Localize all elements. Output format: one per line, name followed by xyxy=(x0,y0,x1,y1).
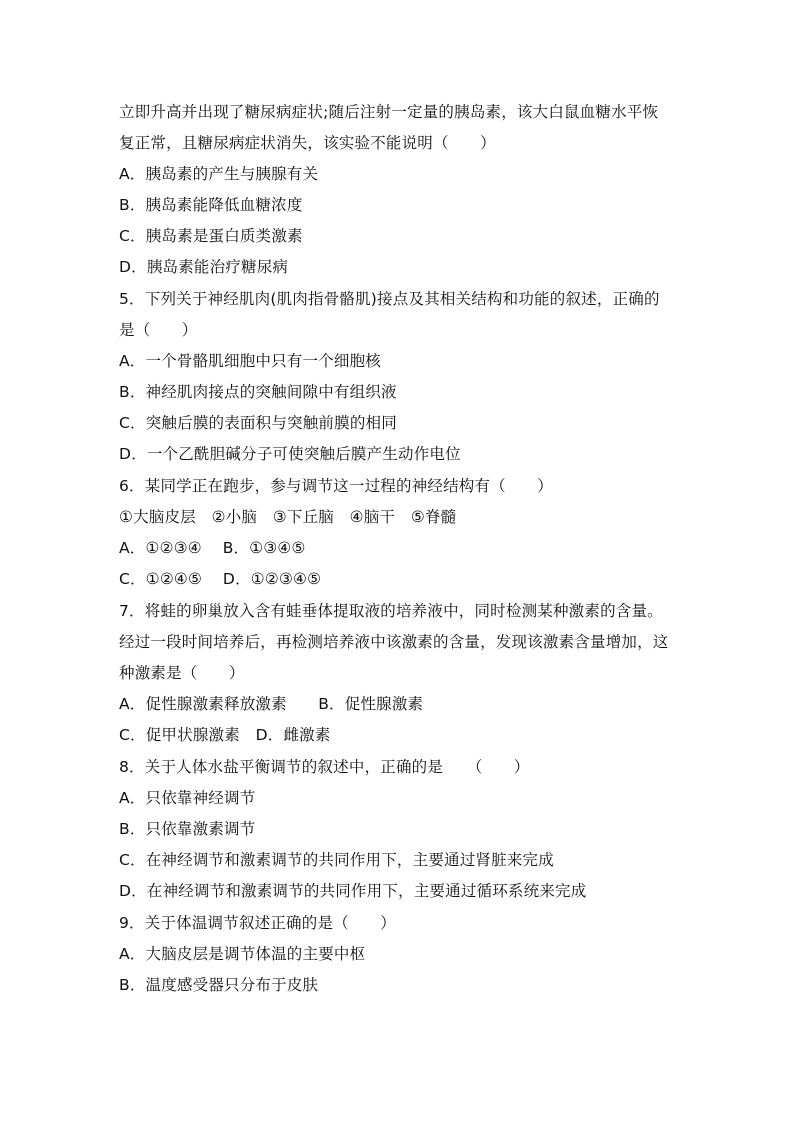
question-4-option-b: B．胰岛素能降低血糖浓度 xyxy=(119,196,303,214)
question-8-option-a: A．只依靠神经调节 xyxy=(119,789,256,807)
question-6-items: ①大脑皮层 ②小脑 ③下丘脑 ④脑干 ⑤脊髓 xyxy=(119,508,457,526)
question-5-option-d: D．一个乙酰胆碱分子可使突触后膜产生动作电位 xyxy=(119,445,461,463)
question-9-stem: 9．关于体温调节叙述正确的是（ ） xyxy=(119,914,396,932)
question-4-stem-line-2: 复正常，且糖尿病症状消失，该实验不能说明（ ） xyxy=(119,134,496,152)
question-4-option-c: C．胰岛素是蛋白质类激素 xyxy=(119,227,303,245)
question-6-stem: 6．某同学正在跑步，参与调节这一过程的神经结构有（ ） xyxy=(119,477,553,495)
question-4-option-a: A．胰岛素的产生与胰腺有关 xyxy=(119,165,319,183)
question-6-options-ab: A．①②③④ B．①③④⑤ xyxy=(119,539,306,557)
question-7-options-cd: C．促甲状腺激素 D．雌激素 xyxy=(119,726,331,744)
question-7-stem-line-3: 种激素是（ ） xyxy=(119,664,245,682)
question-4-option-d: D．胰岛素能治疗糖尿病 xyxy=(119,258,289,276)
question-8-option-c: C．在神经调节和激素调节的共同作用下，主要通过肾脏来完成 xyxy=(119,851,554,869)
question-9-option-b: B．温度感受器只分布于皮肤 xyxy=(119,976,319,994)
question-7-stem-line-2: 经过一段时间培养后，再检测培养液中该激素的含量，发现该激素含量增加，这 xyxy=(119,633,669,651)
question-8-stem: 8．关于人体水盐平衡调节的叙述中，正确的是 （ ） xyxy=(119,758,530,776)
question-7-stem-line-1: 7．将蛙的卵巢放入含有蛙垂体提取液的培养液中，同时检测某种激素的含量。 xyxy=(119,602,663,620)
question-8-option-b: B．只依靠激素调节 xyxy=(119,820,256,838)
question-4-stem-line-1: 立即升高并出现了糖尿病症状;随后注射一定量的胰岛素，该大白鼠血糖水平恢 xyxy=(119,103,659,121)
question-9-option-a: A．大脑皮层是调节体温的主要中枢 xyxy=(119,945,366,963)
question-6-options-cd: C．①②④⑤ D．①②③④⑤ xyxy=(119,570,322,588)
question-8-option-d: D．在神经调节和激素调节的共同作用下，主要通过循环系统来完成 xyxy=(119,882,587,900)
question-7-options-ab: A．促性腺激素释放激素 B．促性腺激素 xyxy=(119,695,424,713)
question-5-stem-line-1: 5．下列关于神经肌肉(肌肉指骨骼肌)接点及其相关结构和功能的叙述，正确的 xyxy=(119,290,660,308)
question-5-option-c: C．突触后膜的表面积与突触前膜的相同 xyxy=(119,414,397,432)
question-5-stem-line-2: 是（ ） xyxy=(119,321,198,339)
question-5-option-a: A．一个骨骼肌细胞中只有一个细胞核 xyxy=(119,352,382,370)
question-5-option-b: B．神经肌肉接点的突触间隙中有组织液 xyxy=(119,383,397,401)
